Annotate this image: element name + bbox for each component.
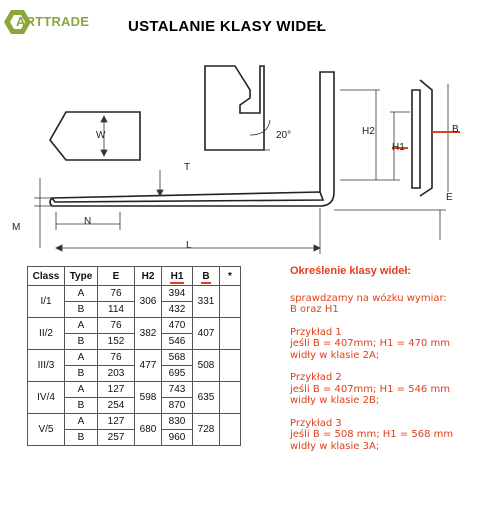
header-type: Type: [65, 267, 98, 286]
cell-e: 76: [98, 286, 135, 302]
table-row: [28, 350, 241, 366]
header-e: E: [98, 267, 135, 286]
cell-star: [220, 286, 241, 318]
fork-drawing: [0, 50, 488, 265]
fork-blade: [52, 192, 323, 202]
carriage-plate: [420, 80, 432, 196]
fork-cross-section: [50, 112, 140, 160]
cell-class: V/5: [28, 414, 65, 446]
cell-type: A: [65, 350, 98, 366]
cell-e: 127: [98, 382, 135, 398]
cell-e: 114: [98, 302, 135, 318]
cell-b: 728: [193, 414, 220, 446]
cell-b: 635: [193, 382, 220, 414]
cell-h1: 830: [162, 414, 193, 430]
cell-h1: 432: [162, 302, 193, 318]
carriage-bar: [412, 90, 420, 188]
table-row: [28, 286, 241, 302]
cell-e: 254: [98, 398, 135, 414]
cell-type: B: [65, 302, 98, 318]
fork-class-table: [27, 266, 241, 446]
cell-type: B: [65, 366, 98, 382]
cell-e: 76: [98, 350, 135, 366]
label-m: M: [12, 222, 21, 233]
cell-h1: 394: [162, 286, 193, 302]
table-header-row: [28, 267, 241, 286]
header-star: *: [220, 267, 241, 286]
header-h2: H2: [135, 267, 162, 286]
label-angle: 20°: [276, 130, 292, 141]
cell-e: 203: [98, 366, 135, 382]
label-h2: H2: [362, 126, 375, 137]
cell-class: III/3: [28, 350, 65, 382]
cell-h1: 695: [162, 366, 193, 382]
table-row: [28, 318, 241, 334]
cell-h1: 743: [162, 382, 193, 398]
table-row: [28, 382, 241, 398]
header-h1: [162, 267, 193, 286]
cell-e: 152: [98, 334, 135, 350]
notes-example-3: Przykład 3 jeśli B = 508 mm; H1 = 568 mm widły w klasie 3A;: [290, 417, 454, 452]
label-w: W: [96, 130, 106, 141]
notes-intro: sprawdzamy na wózku wymiar: B oraz H1: [290, 292, 447, 315]
cell-h2: 477: [135, 350, 162, 382]
cell-type: B: [65, 430, 98, 446]
header-h1-text: H1: [170, 270, 184, 282]
label-l: L: [186, 240, 192, 251]
cell-e: 127: [98, 414, 135, 430]
label-b: B: [452, 124, 459, 135]
notes-example-1: Przykład 1 jeśli B = 407mm; H1 = 470 mm widły w klasie 2A;: [290, 326, 450, 361]
cell-type: B: [65, 398, 98, 414]
cell-class: IV/4: [28, 382, 65, 414]
header-class: Class: [28, 267, 65, 286]
class-notes: [290, 266, 486, 452]
cell-b: 407: [193, 318, 220, 350]
cell-class: II/2: [28, 318, 65, 350]
cell-star: [220, 350, 241, 382]
cell-h1: 870: [162, 398, 193, 414]
label-n: N: [84, 216, 92, 227]
cell-type: A: [65, 414, 98, 430]
logo-text: ARTTRADE: [16, 14, 90, 29]
cell-type: A: [65, 318, 98, 334]
label-h1: H1: [392, 142, 405, 153]
header-b-text: B: [202, 270, 210, 282]
cell-h1: 568: [162, 350, 193, 366]
fork-diagram: [0, 50, 488, 260]
cell-h2: 598: [135, 382, 162, 414]
label-t: T: [184, 162, 191, 173]
cell-b: 508: [193, 350, 220, 382]
cell-type: A: [65, 286, 98, 302]
cell-star: [220, 318, 241, 350]
cell-star: [220, 382, 241, 414]
page-title: USTALANIE KLASY WIDEŁ: [128, 18, 327, 35]
cell-h2: 306: [135, 286, 162, 318]
cell-h2: 382: [135, 318, 162, 350]
cell-h1: 960: [162, 430, 193, 446]
cell-h2: 680: [135, 414, 162, 446]
cell-type: B: [65, 334, 98, 350]
table-row: [28, 414, 241, 430]
label-e: E: [446, 192, 453, 203]
cell-e: 76: [98, 318, 135, 334]
cell-b: 331: [193, 286, 220, 318]
fork-shank: [50, 72, 334, 206]
cell-star: [220, 414, 241, 446]
cell-h1: 546: [162, 334, 193, 350]
notes-heading: Określenie klasy wideł:: [290, 265, 412, 277]
hook-profile: [205, 66, 264, 150]
cell-class: I/1: [28, 286, 65, 318]
cell-e: 257: [98, 430, 135, 446]
header-b: [193, 267, 220, 286]
cell-type: A: [65, 382, 98, 398]
cell-h1: 470: [162, 318, 193, 334]
notes-example-2: Przykład 2 jeśli B = 407mm; H1 = 546 mm widły w klasie 2B;: [290, 372, 450, 406]
brand-logo: [2, 6, 90, 38]
